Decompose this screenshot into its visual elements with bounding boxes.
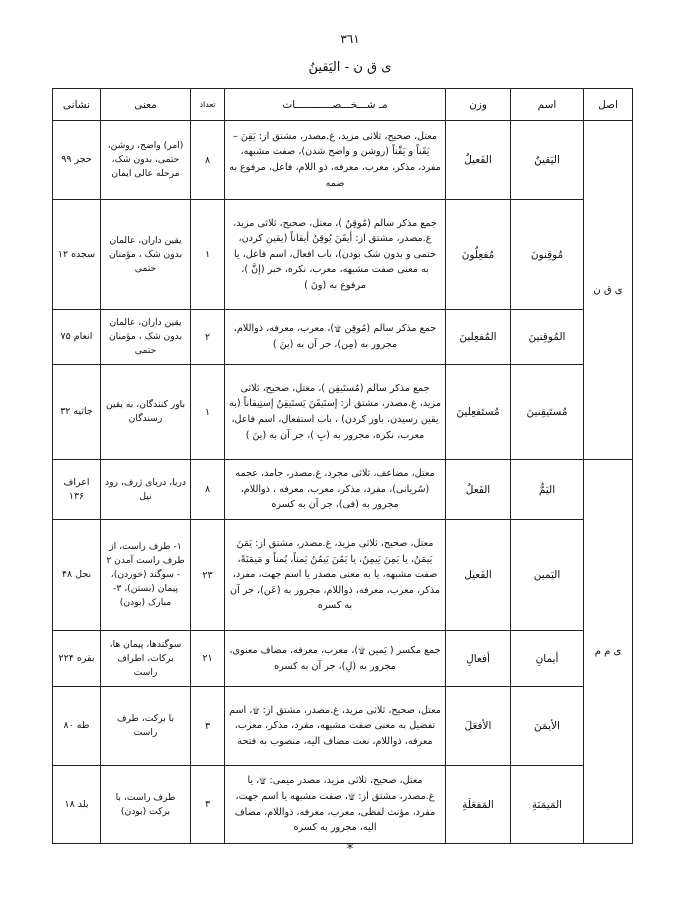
- lexicon-table: [52, 88, 633, 844]
- description-cell: جمع مذکر سالم (مُوقِن ۩)، معرب، معرفه، ذواللام، مجرور به (مِن)، جر آن به (ینَ ): [225, 310, 446, 365]
- table-row: [53, 687, 633, 766]
- description-cell: جمع مذکر سالم (مُوقِنٌ )، معتل، صحیح، ثلاثی مزید، غ.مصدر، مشتق از: أیقَنَ یُوقِنُ أیقاناً (یقین کردن، حتمی و بدون شک بودن)، باب افعال، اسم فاعل، یا به معنی صفت مشبهه، معرب، نکره، خبر (إنَّ )، مرفوع به (ونَ ): [225, 200, 446, 310]
- count-cell: ۱: [191, 200, 225, 310]
- header-word: اسم: [511, 89, 584, 121]
- count-cell: ۱: [191, 365, 225, 460]
- table-row: [53, 460, 633, 520]
- description-cell: جمع مکسر ( یَمین ۩)، معرب، معرفه، مضاف معنوی، مجرور به (لِ)، جر آن به کسره: [225, 631, 446, 687]
- reference-cell: بلد ۱۸: [53, 766, 101, 844]
- description-cell: معتل، صحیح، ثلاثی مزید، غ.مصدر، مشتق از: یَقِنَ – یَقَناً و یَقْناً (روشن و واضح شدن)، صفت مشبهه، مفرد، مذکر، معرب، معرفه، ذو اللام، فاعل، مرفوع به ضمه: [225, 121, 446, 200]
- meaning-cell: سوگندها، پیمان ها، برکات، اطراف راست: [101, 631, 191, 687]
- word-cell: مُوقِنونَ: [511, 200, 584, 310]
- count-cell: ۲۱: [191, 631, 225, 687]
- meaning-cell: دریا، دریای ژرف، رود نیل: [101, 460, 191, 520]
- pattern-cell: مُستَفعِلینَ: [446, 365, 511, 460]
- meaning-cell: یقین داران، عالمان بدون شک ، مؤمنان حتمی: [101, 200, 191, 310]
- word-cell: المُوقِنینَ: [511, 310, 584, 365]
- count-cell: ۸: [191, 121, 225, 200]
- reference-cell: نحل ۴۸: [53, 520, 101, 631]
- table-row: [53, 520, 633, 631]
- meaning-cell: باور کنندگان، به یقین رسندگان: [101, 365, 191, 460]
- meaning-cell: یقین داران، عالمان بدون شک ، مؤمنان حتمی: [101, 310, 191, 365]
- page-title: ی ق ن - الیَقینُ: [308, 60, 392, 75]
- pattern-cell: الأفعَلَ: [446, 687, 511, 766]
- reference-cell: اعراف ۱۳۶: [53, 460, 101, 520]
- reference-cell: حجر ۹۹: [53, 121, 101, 200]
- word-cell: الأیمَنَ: [511, 687, 584, 766]
- description-cell: معتل، صحیح، ثلاثی مزید، غ.مصدر، مشتق از: یَمَنَ یَیمَنُ، یا یَمِنَ یَیمِنُ، یا یَمُنَ یَیمُنُ یَمناً، یُمناً و مَیمَنَةً، صفت مشبهه، یا به معنی مصدر یا اسم جهت، مفرد، مذکر، معرب، معرفه، ذواللام، مجرور به (عَن)، جر آن به کسره: [225, 520, 446, 631]
- reference-cell: سجده ۱۲: [53, 200, 101, 310]
- pattern-cell: الفَعلُ: [446, 460, 511, 520]
- pattern-cell: أفعالِ: [446, 631, 511, 687]
- page-number: ۳٦۱: [340, 32, 360, 46]
- table-row: [53, 365, 633, 460]
- count-cell: ۳: [191, 687, 225, 766]
- count-cell: ۲: [191, 310, 225, 365]
- word-cell: المَیمَنَةِ: [511, 766, 584, 844]
- pattern-cell: الفَعیل: [446, 520, 511, 631]
- table-row: [53, 631, 633, 687]
- word-cell: مُستَیقِنینَ: [511, 365, 584, 460]
- count-cell: ۳: [191, 766, 225, 844]
- header-reference: نشانی: [53, 89, 101, 121]
- pattern-cell: الفَعیلُ: [446, 121, 511, 200]
- word-cell: أیمانِ: [511, 631, 584, 687]
- header-count: تعداد: [191, 89, 225, 121]
- reference-cell: طه ۸۰: [53, 687, 101, 766]
- count-cell: ۲۳: [191, 520, 225, 631]
- description-cell: جمع مذکر سالم (مُستَیقِن )، معتل، صحیح، ثلاثی مزید، غ.مصدر، مشتق از: إستَیقَنَ یَستَیقِنُ إستِیقاناً (به یقین رسیدن، باور کردن) ، باب استفعال، اسم فاعل، معرب، نکره، مجرور به (بِ )، جر آن به (ینَ ): [225, 365, 446, 460]
- meaning-cell: با برکت، طرف راست: [101, 687, 191, 766]
- description-cell: معتل، صحیح، ثلاثی مزید، غ.مصدر، مشتق از: ۩، اسم تفضیل به معنی صفت مشبهه، مفرد، مذکر، معرب، معرفه، ذواللام، نعت مضاف الیه، منصوب به فتحه: [225, 687, 446, 766]
- root-cell: ی م م: [584, 460, 633, 844]
- header-meaning: معنی: [101, 89, 191, 121]
- root-cell: ی ق ن: [584, 121, 633, 460]
- footer-asterisk: *: [346, 842, 354, 857]
- table-row: [53, 121, 633, 200]
- reference-cell: بقره ۲۲۴: [53, 631, 101, 687]
- word-cell: الیَمُّ: [511, 460, 584, 520]
- meaning-cell: طرف راست، با برکت (بودن): [101, 766, 191, 844]
- word-cell: الیَقینُ: [511, 121, 584, 200]
- description-cell: معتل، مضاعف، ثلاثی مجرد، غ.مصدر، جامد، عجمه (سُریانی)، مفرد، مذکر، معرب، معرفه ، ذواللام، مجرور به (فی)، جر آن به کسره: [225, 460, 446, 520]
- reference-cell: انعام ۷۵: [53, 310, 101, 365]
- description-cell: معتل، صحیح، ثلاثی مزید، مصدر میمی: ۩، یا غ.مصدر، مشتق از: ۩، صفت مشبهه یا اسم جهت، مفرد، مؤنث لفظی، معرب، معرفه، ذواللام، مضاف الیه، مجرور به کسره: [225, 766, 446, 844]
- table-header-row: [53, 89, 633, 121]
- header-root: اصل: [584, 89, 633, 121]
- header-pattern: وزن: [446, 89, 511, 121]
- table-row: [53, 310, 633, 365]
- pattern-cell: المَفعَلَةِ: [446, 766, 511, 844]
- pattern-cell: مُفعِلُونَ: [446, 200, 511, 310]
- table-row: [53, 200, 633, 310]
- meaning-cell: ۱- طرف راست، از طرف راست آمدن ۲ - سوگند (خوردن)، پیمان (بستن)، ۳- مبارک (بودن): [101, 520, 191, 631]
- table-row: [53, 766, 633, 844]
- header-description: مـ شـــخـــصــــــــــــات: [225, 89, 446, 121]
- count-cell: ۸: [191, 460, 225, 520]
- word-cell: الیَمین: [511, 520, 584, 631]
- meaning-cell: (امر) واضح، روشن، حتمی، بدون شک، مرحله عالی ایمان: [101, 121, 191, 200]
- reference-cell: جاثیه ۳۲: [53, 365, 101, 460]
- pattern-cell: المُفعِلینَ: [446, 310, 511, 365]
